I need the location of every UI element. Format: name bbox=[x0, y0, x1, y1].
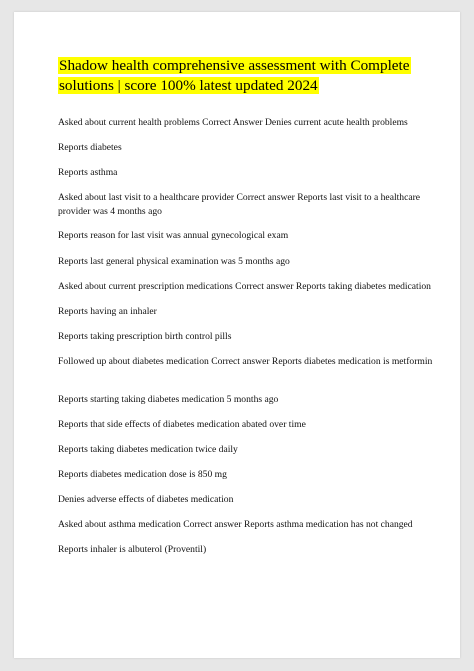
paragraph: Denies adverse effects of diabetes medication bbox=[58, 494, 234, 505]
paragraph: Reports taking diabetes medication twice daily bbox=[58, 444, 238, 455]
document-page bbox=[14, 12, 460, 658]
paragraph: Reports starting taking diabetes medication 5 months ago bbox=[58, 394, 279, 405]
document-title bbox=[58, 56, 418, 96]
title-line-1: Shadow health comprehensive assessment with Complete bbox=[59, 57, 410, 74]
paragraph: Reports inhaler is albuterol (Proventil) bbox=[58, 544, 207, 555]
paragraph: Followed up about diabetes medication Correct answer Reports diabetes medication is metformin bbox=[58, 356, 433, 367]
paragraph: Reports taking prescription birth control pills bbox=[58, 331, 232, 342]
paragraph: Asked about asthma medication Correct answer Reports asthma medication has not changed bbox=[58, 519, 413, 530]
paragraph: Asked about current prescription medications Correct answer Reports taking diabetes medication bbox=[58, 281, 431, 292]
paragraph: Reports asthma bbox=[58, 167, 118, 178]
paragraph: Reports reason for last visit was annual gynecological exam bbox=[58, 230, 289, 241]
paragraph: Reports that side effects of diabetes medication abated over time bbox=[58, 419, 306, 430]
title-line-2: solutions | score 100% latest updated 2024 bbox=[59, 77, 318, 94]
paragraph: Reports having an inhaler bbox=[58, 306, 157, 317]
paragraph: Asked about current health problems Correct Answer Denies current acute health problems bbox=[58, 117, 408, 128]
paragraph: Reports last general physical examination was 5 months ago bbox=[58, 256, 290, 267]
paragraph: Reports diabetes bbox=[58, 142, 122, 153]
paragraph: Reports diabetes medication dose is 850 mg bbox=[58, 469, 227, 480]
paragraph: Asked about last visit to a healthcare provider Correct answer Reports last visit to a healthcare provider was 4 months ago bbox=[58, 192, 421, 217]
